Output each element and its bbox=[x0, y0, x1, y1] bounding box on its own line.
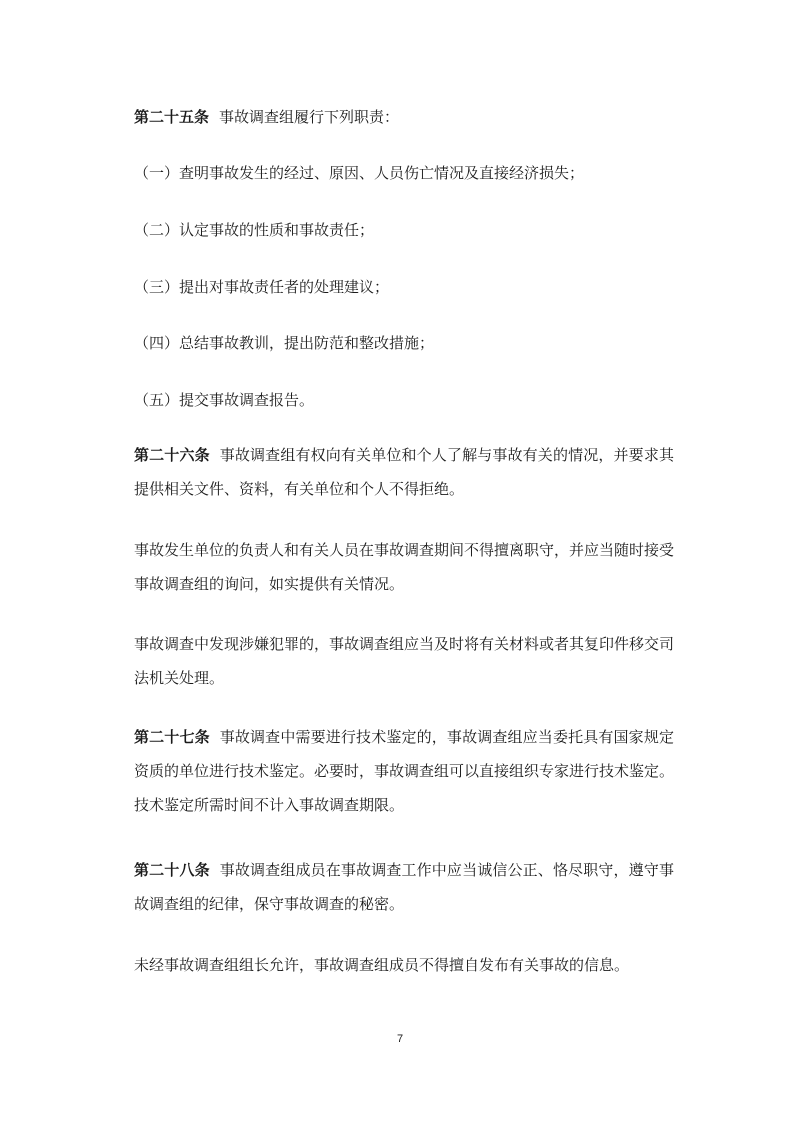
article-25-item-1: （一）查明事故发生的经过、原因、人员伤亡情况及直接经济损失； bbox=[134, 164, 585, 182]
article-28-paragraph-2: 未经事故调查组组长允许，事故调查组成员不得擅自发布有关事故的信息。 bbox=[134, 956, 630, 974]
article-25-item-3: （三）提出对事故责任者的处理建议； bbox=[134, 278, 390, 296]
article-26-text: 事故调查组有权向有关单位和个人了解与事故有关的情况，并要求其提供相关文件、资料，有关单位和个人不得拒绝。 bbox=[134, 446, 674, 498]
article-27-text: 事故调查中需要进行技术鉴定的，事故调查组应当委托具有国家规定资质的单位进行技术鉴定。必要时，事故调查组可以直接组织专家进行技术鉴定。技术鉴定所需时间不计入事故调查期限。 bbox=[134, 728, 675, 814]
article-25-intro bbox=[134, 100, 674, 134]
article-25-heading: 第二十五条 bbox=[134, 108, 210, 126]
article-25-item-2: （二）认定事故的性质和事故责任； bbox=[134, 221, 375, 239]
article-26-paragraph-1 bbox=[134, 438, 674, 506]
article-28-text: 事故调查组成员在事故调查工作中应当诚信公正、恪尽职守，遵守事故调查组的纪律，保守事故调查的秘密。 bbox=[134, 861, 674, 913]
article-25-item-5: （五）提交事故调查报告。 bbox=[134, 391, 315, 409]
article-28-paragraph-1 bbox=[134, 853, 674, 921]
article-26-paragraph-3: 事故调查中发现涉嫌犯罪的，事故调查组应当及时将有关材料或者其复印件移交司法机关处理。 bbox=[134, 635, 675, 687]
article-25-intro-text: 事故调查组履行下列职责： bbox=[219, 108, 400, 126]
article-26-heading: 第二十六条 bbox=[134, 446, 210, 464]
article-28-heading: 第二十八条 bbox=[134, 861, 210, 879]
article-26-paragraph-2: 事故发生单位的负责人和有关人员在事故调查期间不得擅离职守，并应当随时接受事故调查组的询问，如实提供有关情况。 bbox=[134, 541, 675, 593]
article-25-item-4: （四）总结事故教训，提出防范和整改措施； bbox=[134, 334, 435, 352]
page-number: 7 bbox=[396, 1033, 404, 1045]
article-27-heading: 第二十七条 bbox=[134, 728, 210, 746]
article-27-paragraph bbox=[134, 720, 674, 822]
